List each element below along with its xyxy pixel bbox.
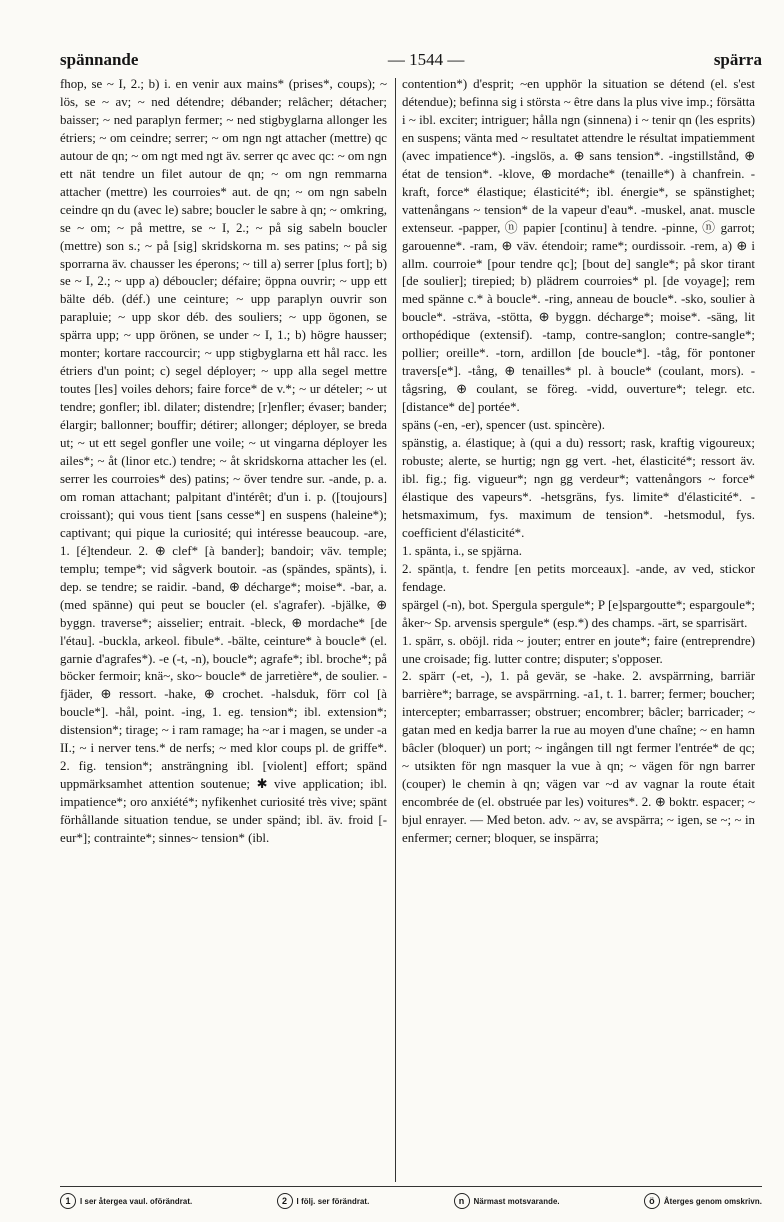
footnote-3-marker: n (454, 1193, 470, 1209)
footnote-4-marker: ö (644, 1193, 660, 1209)
footnote-2-marker: 2 (277, 1193, 293, 1209)
footnote-4 (644, 1193, 762, 1209)
footnote-2 (277, 1193, 370, 1209)
dictionary-column-left: fhop, se ~ I, 2.; b) i. en venir aux mains* (prises*, coups); ~ lös, se ~ av; ~ ned détendre; débander; relâcher; détacher; baisser; ~ ned paraplyn fermer; ~ ned stigbyglarna allonger les étriers; ~ om ceindre; serrer; ~ om ngn ngt attacher (mettre) qc autour de qn; ~ om ngt med ngt äv. serrer qc avec qc: ~ om ngn ett nät tendre un filet autour de qn; ~ om ngn remmarna attacher (mettre) les courroies* aut. de qn; ~ om ngn sabeln ceindre qn du (avec le) sabre; boucler le sabre à qn; ~ omkring, se ~ om; ~ på mettre, se ~ I, 2.; ~ på sig sabeln boucler (mettre) son s.; ~ på [sig] skridskorna m. ses patins; ~ på sig sporrarna äv. chausser les éperons; ~ till a) serrer [plus fort]; b) se ~ I, 2.; ~ upp a) déboucler; défaire; öppna ouvrir; ~ upp ett bälte déb. (déf.) une ceinture; ~ upp paraplyn ouvrir son parapluie; ~ upp skor déb. des souliers; ~ upp ögonen, se spärra upp; ~ upp örönen, se under ~ I, 1.; b) högre hausser; monter; kortare raccourcir; ~ upp stigbyglarna ett hål racc. les étriers d'un point; c) segel déployer; ~ upp alla segel mettre toutes [les] voiles dehors; faire force* de v.*; ~ ur dételer; ~ ut tendre; gonfler; ibl. dilater; distendre; [r]enfler; évaser; bander; élargir; ballonner; bouffir; détirer; allonger; déployer, se breda ut; ~ ut ett segel gonfler une voile; ~ ut vingarna déployer les ailes*; ~ åt (linor etc.) tendre; ~ åt skridskorna attacher les (el. serrer les courroies* des) patins; ~ över tendre sur. -ande, p. a. om roman attachant; palpitant d'intérêt; d'un i. p. ([toujours] croissant); qui vous tient [sans cesse*] en suspens (haleine*); captivant; qui pique la curiosité; qui intéresse beaucoup. -are, 1. [é]tendeur. 2. ⊕ clef* [à bander]; bandoir; väv. temple; templu; tempe*; vid sågverk boutoir. -as (spändes, spänts), i. dep. se tendre; se raidir. -band, ⊕ décharge*; moise*. -bar, a. (med spänne) qui peut se boucler (el. s'agrafer). -bjälke, ⊕ byggn. traverse*; aisselier; entrait. -bleck, ⊕ mordache* [de l'étau]. -buckla, arkeol. fibule*. -bälte, ceinture* à boucle* (el. garnie d'agrafes*). -e (-t, -n), boucle*; agrafe*; ibl. broche*; på böcker fermoir; knä~, sko~ boucle* de jarretière*, de soulier. -fjäder, ⊕ ressort. -hake, ⊕ crochet. -halsduk, förr col [à boucle*]. -hål, point. -ing, 1. eg. tension*; ibl. extension*; distension*; tirage; ~ i ram ramage; ha ~ar i magen, se under -a II.; ~ i nerver tens.* de nerfs; ~ med klor coups pl. de griffe*. 2. fig. tension*; ansträngning ibl. [violent] effort; spänd uppmärksamhet attention soutenue; ✱ vive application; ibl. impatience*; oro anxiété*; nyfikenhet curiosité très vive; spänt förhållande situation tendue, se under spänd; ibl. äv. froid [-eur*]; contrainte*; sinnes~ tension* (ibl. (60, 77, 387, 846)
footnote-legend (60, 1190, 762, 1212)
header-guide-word-right: spärra (713, 50, 762, 69)
page-header (60, 38, 762, 70)
header-guide-word-left: spännande (60, 50, 139, 69)
footnote-3-text: Närmast motsvarande. (473, 1196, 560, 1206)
column-divider (395, 78, 396, 1182)
footnote-2-text: I följ. ser förändrat. (296, 1196, 370, 1206)
footnote-1-marker: 1 (60, 1193, 76, 1209)
footnote-4-text: Återges genom omskrivn. (663, 1196, 762, 1206)
page-number: — 1544 — (387, 50, 465, 69)
footnote-1 (60, 1193, 192, 1209)
footer-rule (60, 1186, 762, 1187)
footnote-3 (454, 1193, 560, 1209)
dictionary-column-right: contention*) d'esprit; ~en upphör la situation se détend (el. s'est détendue); befinna sig i största ~ être dans la plus vive imp.; försätta i ~ ibl. exciter; intriguer; hålla ngn (sinnena) i ~ tenir qn (les esprits) en suspens; vänta med ~ resultatet attendre le résultat impatiemment (avec impatience*). -ingslös, a. ⊕ sans tension*. -ingstillstånd, ⊕ état de tension*. -klove, ⊕ mordache* (tenaille*) à chanfrein. -kraft, force* élastique; élasticité*; ibl. énergie*, se spänstighet; vattenångans ~ tension* de la vapeur d'eau*. -muskel, anat. muscle extenseur. -papper, ⓝ papier [continu] à tendre. -pinne, ⓝ garrot; garouenne*. -ram, ⊕ väv. étendoir; rame*; ourdissoir. -rem, a) ⊕ i allm. courroie* [pour tendre qc]; [bout de] sangle*; på skor tirant [de soulier]; tirepied; b) plädrem courroies* pl. [de voyage]; rem med spänne c.* à boucle*. -ring, anneau de boucle*. -sko, soulier à boucle*. -sträva, -stötta, ⊕ byggn. décharge*; moise*. -säng, lit orthopédique (extensif). -tamp, contre-sanglon; contre-sangle*; pollier; oreille*. -torn, ardillon [de boucle*]. -tåg, för pontoner travers[e*]. -tång, ⊕ tenailles* pl. à boucle* (coulant, mors). -tågsring, ⊕ coulant, se föreg. -vidd, ouverture*; telegr. etc. [distance* de] portée*. späns (-en, -er), spencer (ust. spincère). spänstig, a. élastique; à (qui a du) ressort; rask, kraftig vigoureux; robuste; alerte, se hurtig; ngn gg vert. -het, élasticité*; ressort äv. ibl. fig.; fig. vigueur*; ngn gg verdeur*; vattenångors ~ force* élastique des vapeurs*. -hetsgräns, fys. limite* d'élasticité*. -hetsmaximum, fys. maximum de tension*. -hetsmodul, fys. coefficient d'élasticité*. 1. spänta, i., se spjärna. 2. spänt|a, t. fendre [en petits morceaux]. -ande, av ved, stickor fendage. spärgel (-n), bot. Spergula spergule*; P [e]spargoutte*; espargoule*; åker~ Sp. arvensis spergule* (esp.*) des champs. -ärt, se sparrisärt. 1. spärr, s. oböjl. rida ~ jouter; entrer en joute*; faire (entreprendre) une croisade; fig. lutter contre; disputer; s'opposer. 2. spärr (-et, -), 1. på gevär, se -hake. 2. avspärrning, barriär barrière*; barrage, se avspärrning. -a1, t. 1. barrer; fermer; boucher; intercepter; embarrasser; obstruer; encombrer; bâcler; barricader; ~ gatan med en kedja barrer la rue au moyen d'une chaîne; ~ en hamn bâcler (bloquer) un port; ~ ingången till ngt fermer l'entrée* de qc; ~ utsikten för ngn masquer la vue à qn; ~ vägen för ngn barrer (couper) le chemin à qn; vägen var ~d av vagnar la route était encombrée de (el. obstruée par les) voitures*. 2. ⊕ boktr. espacer; ~ bjul enrayer. — Med beton. adv. ~ av, se avspärra; ~ igen, se ~; ~ in enfermer; cerner; bloquer, se inspärra; (402, 77, 755, 846)
footnote-1-text: I ser återgea vaul. oförändrat. (80, 1196, 193, 1206)
